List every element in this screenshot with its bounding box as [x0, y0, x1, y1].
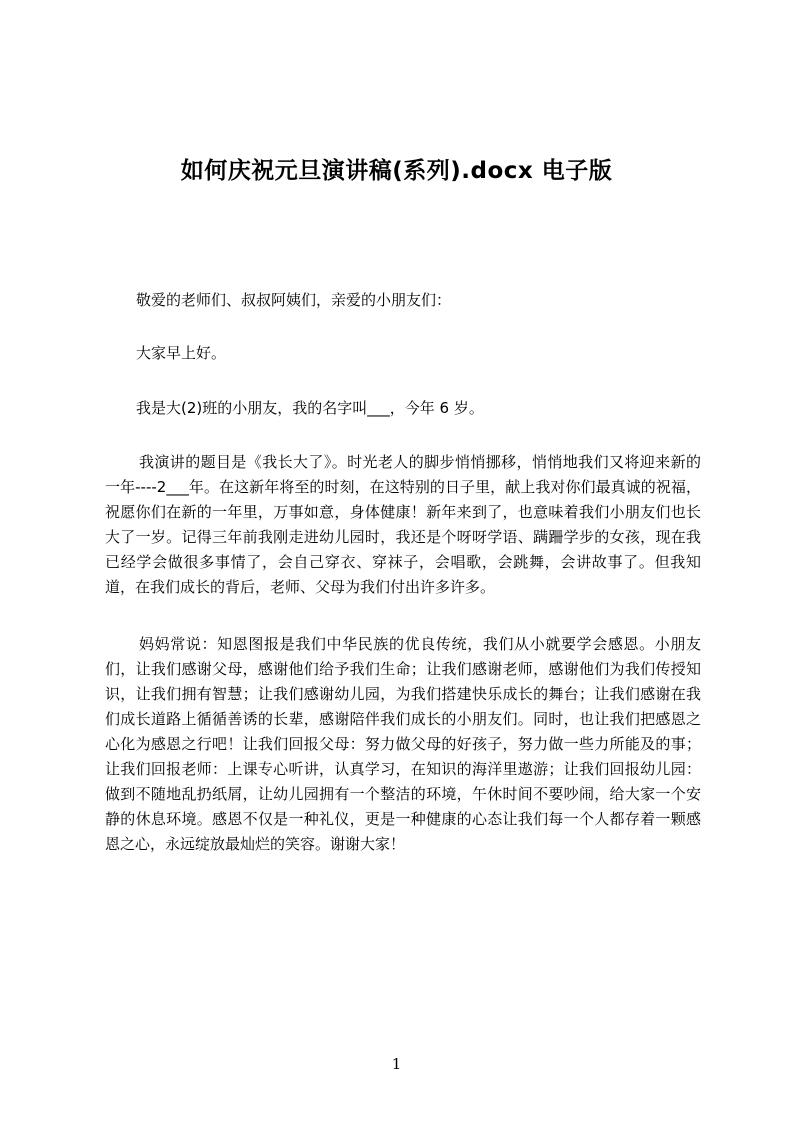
- gratitude-paragraph: 妈妈常说：知恩图报是我们中华民族的优良传统，我们从小就要学会感恩。小朋友们，让我们感谢父母，感谢他们给予我们生命；让我们感谢老师，感谢他们为我们传授知识，让我们拥有智慧；让我们感谢幼儿园，为我们搭建快乐成长的舞台；让我们感谢在我们成长道路上循循善诱的长辈，感谢陪伴我们成长的小朋友们。同时，也让我们把感恩之心化为感恩之行吧！让我们回报父母：努力做父母的好孩子，努力做一些力所能及的事；让我们回报老师：上课专心听讲，认真学习，在知识的海洋里遨游；让我们回报幼儿园：做到不随地乱扔纸屑，让幼儿园拥有一个整洁的环境，午休时间不要吵闹，给大家一个安静的休息环境。感恩不仅是一种礼仪，更是一种健康的心态让我们每一个人都存着一颗感恩之心，永远绽放最灿烂的笑容。谢谢大家！: [105, 635, 701, 853]
- document-title: 如何庆祝元旦演讲稿(系列).docx 电子版: [180, 158, 613, 185]
- greeting-paragraph: 敬爱的老师们、叔叔阿姨们，亲爱的小朋友们：: [136, 291, 452, 309]
- speech-topic-paragraph: 我演讲的题目是《我长大了》。时光老人的脚步悄悄挪移，悄悄地我们又将迎来新的一年----2___年。在这新年将至的时刻，在这特别的日子里，献上我对你们最真诚的祝福，祝愿你们在新的一年里，万事如意，身体健康！新年来到了，也意味着我们小朋友们也长大了一岁。记得三年前我刚走进幼儿园时，我还是个呀呀学语、蹒跚学步的女孩，现在我已经学会做很多事情了，会自己穿衣、穿袜子，会唱歌，会跳舞，会讲故事了。但我知道，在我们成长的背后，老师、父母为我们付出许多许多。: [105, 453, 701, 596]
- self-introduction-paragraph: 我是大(2)班的小朋友，我的名字叫___，今年 6 岁。: [136, 399, 484, 417]
- page-number: 1: [391, 1055, 402, 1073]
- good-morning-paragraph: 大家早上好。: [136, 344, 227, 362]
